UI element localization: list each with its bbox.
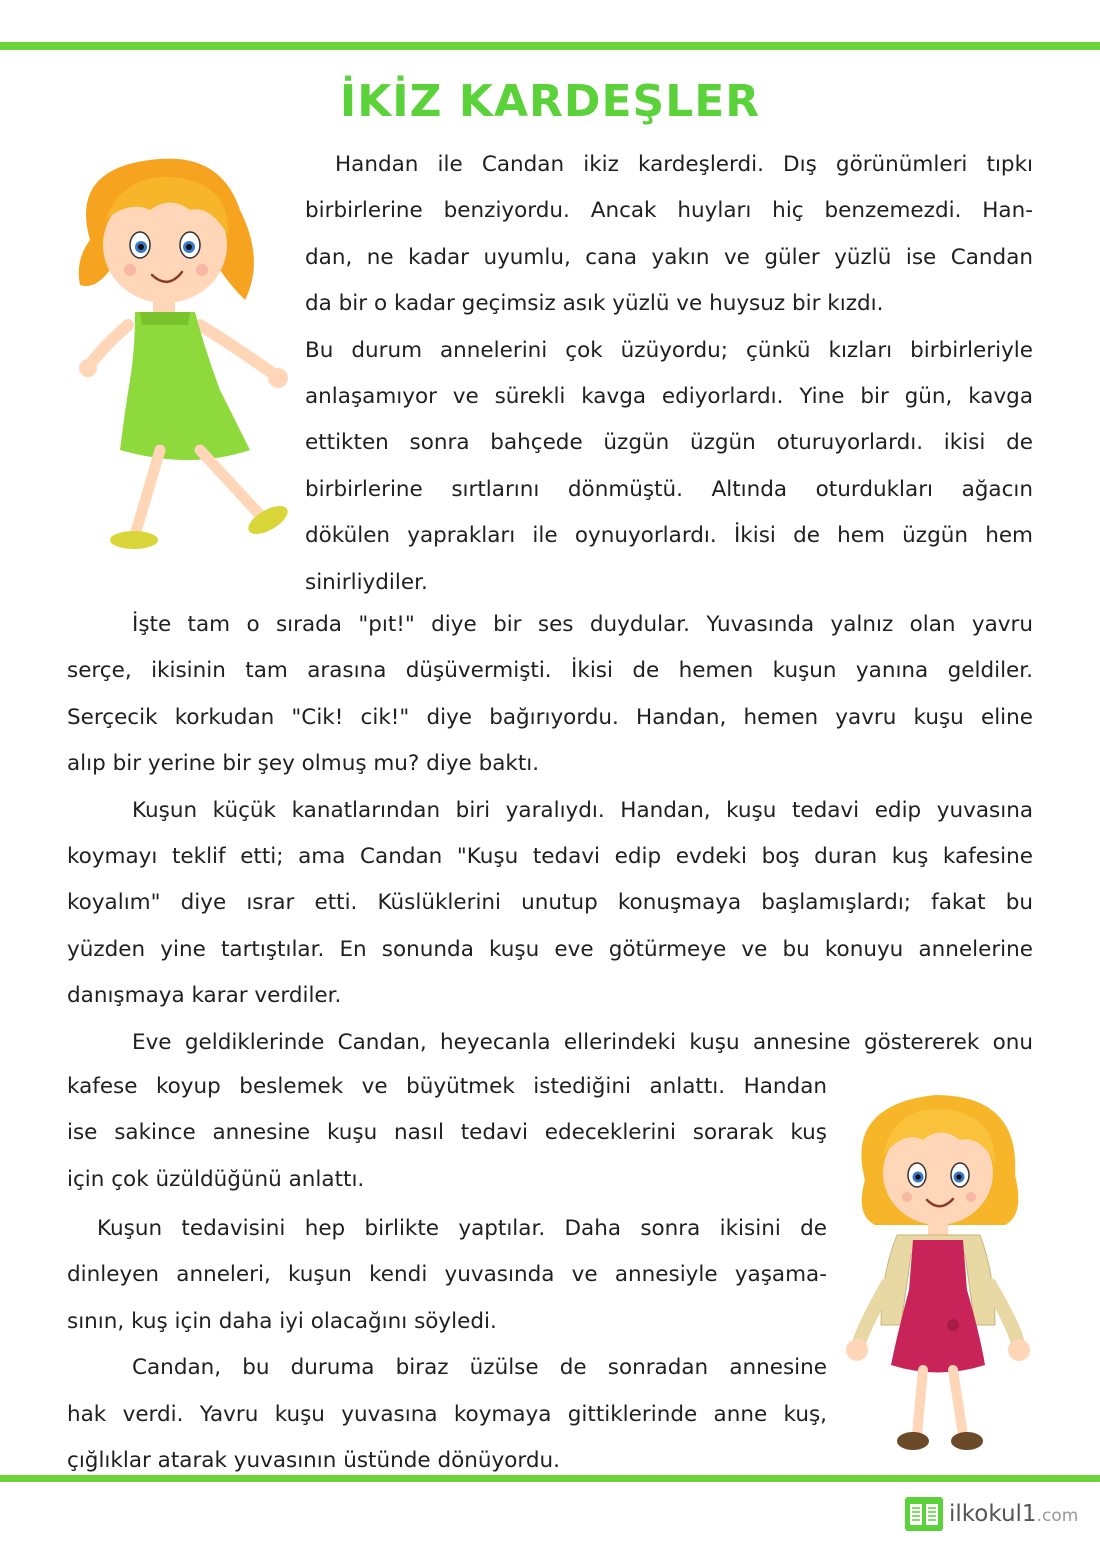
text-line: koymayı teklif etti; ama Candan "Kuşu tedavi edip evdeki boş duran kuş kafesine: [67, 844, 1033, 870]
paragraph-sparrow: [67, 602, 1033, 1066]
logo-text: [949, 1501, 1078, 1527]
text-line: Serçecik korkudan "Cik! cik!" diye bağırıyordu. Handan, hemen yavru kuşu eline: [67, 704, 1033, 730]
text-line: dökülen yaprakları ile oynuyorlardı. İkisi de hem üzgün hem: [305, 523, 1033, 549]
text-line: Kuşun tedavisini hep birlikte yaptılar. Daha sonra ikisini de: [97, 1216, 827, 1241]
site-logo[interactable]: [905, 1497, 1078, 1531]
text-line: çığlıklar atarak yuvasının üstünde dönüyordu.: [67, 1448, 560, 1474]
text-line: dinleyen anneleri, kuşun kendi yuvasında ve annesiyle yaşama-: [67, 1262, 827, 1288]
girl-green-dress-icon: [50, 150, 300, 550]
page-title: İKİZ KARDEŞLER: [339, 76, 761, 127]
logo-name: ilkokul1: [949, 1501, 1037, 1527]
paragraph-ending: [67, 1206, 827, 1484]
top-green-rule: [0, 42, 1100, 50]
text-line: için çok üzüldüğünü anlattı.: [67, 1166, 365, 1192]
text-line: da bir o kadar geçimsiz asık yüzlü ve huysuz bir kızdı.: [305, 291, 884, 317]
text-line: danışmaya karar verdiler.: [67, 983, 342, 1009]
text-line: Eve geldiklerinde Candan, heyecanla ellerindeki kuşu annesine göstererek onu: [132, 1029, 1033, 1055]
text-line: Kuşun küçük kanatlarından biri yaralıydı. Handan, kuşu tedavi edip yuvasına: [132, 797, 1033, 823]
paragraph-home: [67, 1064, 827, 1203]
text-line: Candan, bu duruma biraz üzülse de sonradan annesine: [132, 1355, 827, 1381]
text-line: birbirlerine sırtlarını dönmüştü. Altında oturdukları ağacın: [305, 476, 1033, 502]
logo-suffix: .com: [1036, 1506, 1079, 1526]
text-line: kafese koyup beslemek ve büyütmek istediğini anlattı. Handan: [67, 1074, 827, 1099]
text-line: hak verdi. Yavru kuşu yuvasına koymaya gittiklerinde anne kuş,: [67, 1401, 827, 1427]
text-line: koyalım" diye ısrar etti. Küslüklerini unutup konuşmaya başlamışlardı; fakat bu: [67, 890, 1033, 916]
text-line: ettikten sonra bahçede üzgün üzgün oturuyorlardı. ikisi de: [305, 430, 1033, 456]
text-line: Bu durum annelerini çok üzüyordu; çünkü kızları birbirleriyle: [305, 337, 1033, 363]
text-line: serçe, ikisinin tam arasına düşüvermişti. İkisi de hemen kuşun yanına geldiler.: [67, 658, 1033, 684]
girl-red-dress-icon: [835, 1085, 1040, 1455]
text-line: dan, ne kadar uyumlu, cana yakın ve güler yüzlü ise Candan: [305, 244, 1033, 270]
text-line: birbirlerine benziyordu. Ancak huyları hiç benzemezdi. Han-: [305, 198, 1033, 224]
text-line: ise sakince annesine kuşu nasıl tedavi edeceklerini sorarak kuş: [67, 1120, 827, 1146]
bottom-green-rule: [0, 1475, 1100, 1482]
text-line: İşte tam o sırada "pıt!" diye bir ses duydular. Yuvasında yalnız olan yavru: [132, 612, 1033, 637]
text-line: yüzden yine tartıştılar. En sonunda kuşu eve götürmeye ve bu konuyu annelerine: [67, 936, 1033, 962]
text-line: alıp bir yerine bir şey olmuş mu? diye baktı.: [67, 751, 540, 777]
text-line: sının, kuş için daha iyi olacağını söyledi.: [67, 1308, 497, 1334]
text-line: sinirliydiler.: [305, 569, 428, 595]
book-icon: [905, 1497, 943, 1531]
text-line: Handan ile Candan ikiz kardeşlerdi. Dış görünümleri tıpkı: [335, 152, 1033, 177]
paragraph-intro: [305, 142, 1033, 606]
text-line: anlaşamıyor ve sürekli kavga ediyorlardı. Yine bir gün, kavga: [305, 384, 1033, 410]
